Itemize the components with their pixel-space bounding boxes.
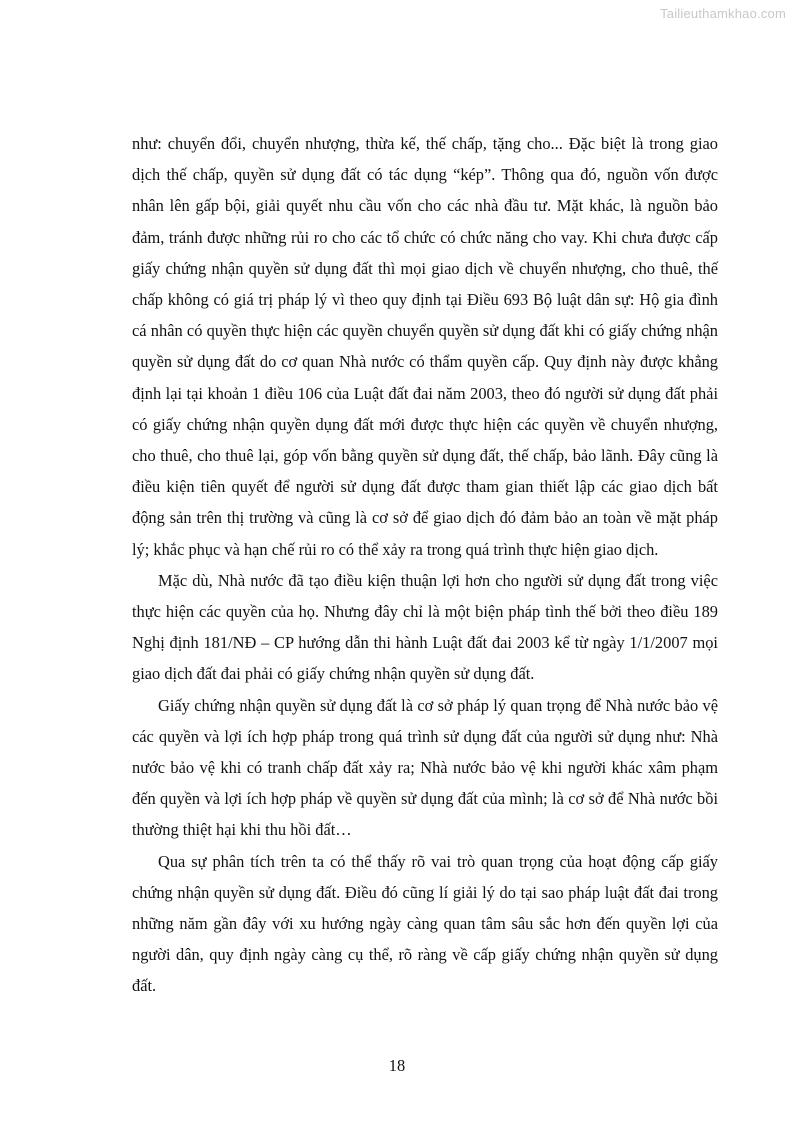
paragraph-state-conditions: Mặc dù, Nhà nước đã tạo điều kiện thuận lợi hơn cho người sử dụng đất trong việc thực hiện các quyền của họ. Nhưng đây chỉ là một biện pháp tình thế bởi theo điều 189 Nghị định 181/NĐ – CP hướng dẫn thi hành Luật đất đai 2003 kể từ ngày 1/1/2007 mọi giao dịch đất đai phải có giấy chứng nhận quyền sử dụng đất.: [132, 570, 718, 684]
watermark-text: Tailieuthamkhao.com: [660, 6, 786, 21]
page-number: 18: [388, 1056, 406, 1075]
paragraph-conclusion: Qua sự phân tích trên ta có thể thấy rõ vai trò quan trọng của hoạt động cấp giấy chứng nhận quyền sử dụng đất. Điều đó cũng lí giải lý do tại sao pháp luật đất đai trong những năm gần đây với xu hướng ngày càng quan tâm sâu sắc hơn đến quyền lợi của người dân, quy định ngày càng cụ thể, rõ ràng về cấp giấy chứng nhận quyền sử dụng đất.: [132, 851, 718, 996]
page-body: [132, 128, 718, 1002]
paragraph-continuation: như: chuyển đổi, chuyển nhượng, thừa kế, thế chấp, tặng cho... Đặc biệt là trong giao dịch thế chấp, quyền sử dụng đất có tác dụng “kép”. Thông qua đó, nguồn vốn được nhân lên gấp bội, giải quyết nhu cầu vốn cho các nhà đầu tư. Mặt khác, là nguồn bảo đảm, tránh được những rủi ro cho các tổ chức có chức năng cho vay. Khi chưa được cấp giấy chứng nhận quyền sử dụng đất thì mọi giao dịch về chuyển nhượng, cho thuê, thế chấp không có giá trị pháp lý vì theo quy định tại Điều 693 Bộ luật dân sự: Hộ gia đình cá nhân có quyền thực hiện các quyền chuyển quyền sử dụng đất khi có giấy chứng nhận quyền sử dụng đất do cơ quan Nhà nước có thẩm quyền cấp. Quy định này được khẳng định lại tại khoản 1 điều 106 của Luật đất đai năm 2003, theo đó người sử dụng đất phải có giấy chứng nhận quyền dụng đất mới được thực hiện các quyền về chuyển nhượng, cho thuê, cho thuê lại, góp vốn bằng quyền sử dụng đất, thế chấp, bảo lãnh. Đây cũng là điều kiện tiên quyết để người sử dụng đất được tham gian thiết lập các giao dịch bất động sản trên thị trường và cũng là cơ sở để giao dịch đó đảm bảo an toàn về mặt pháp lý; khắc phục và hạn chế rủi ro có thể xảy ra trong quá trình thực hiện giao dịch.: [132, 134, 718, 559]
paragraph-legal-basis: Giấy chứng nhận quyền sử dụng đất là cơ sở pháp lý quan trọng để Nhà nước bảo vệ các quyền và lợi ích hợp pháp trong quá trình sử dụng đất của người sử dụng như: Nhà nước bảo vệ khi có tranh chấp đất xảy ra; Nhà nước bảo vệ khi người khác xâm phạm đến quyền và lợi ích hợp pháp về quyền sử dụng đất của mình; là cơ sở để Nhà nước bồi thường thiệt hại khi thu hồi đất…: [132, 695, 718, 840]
